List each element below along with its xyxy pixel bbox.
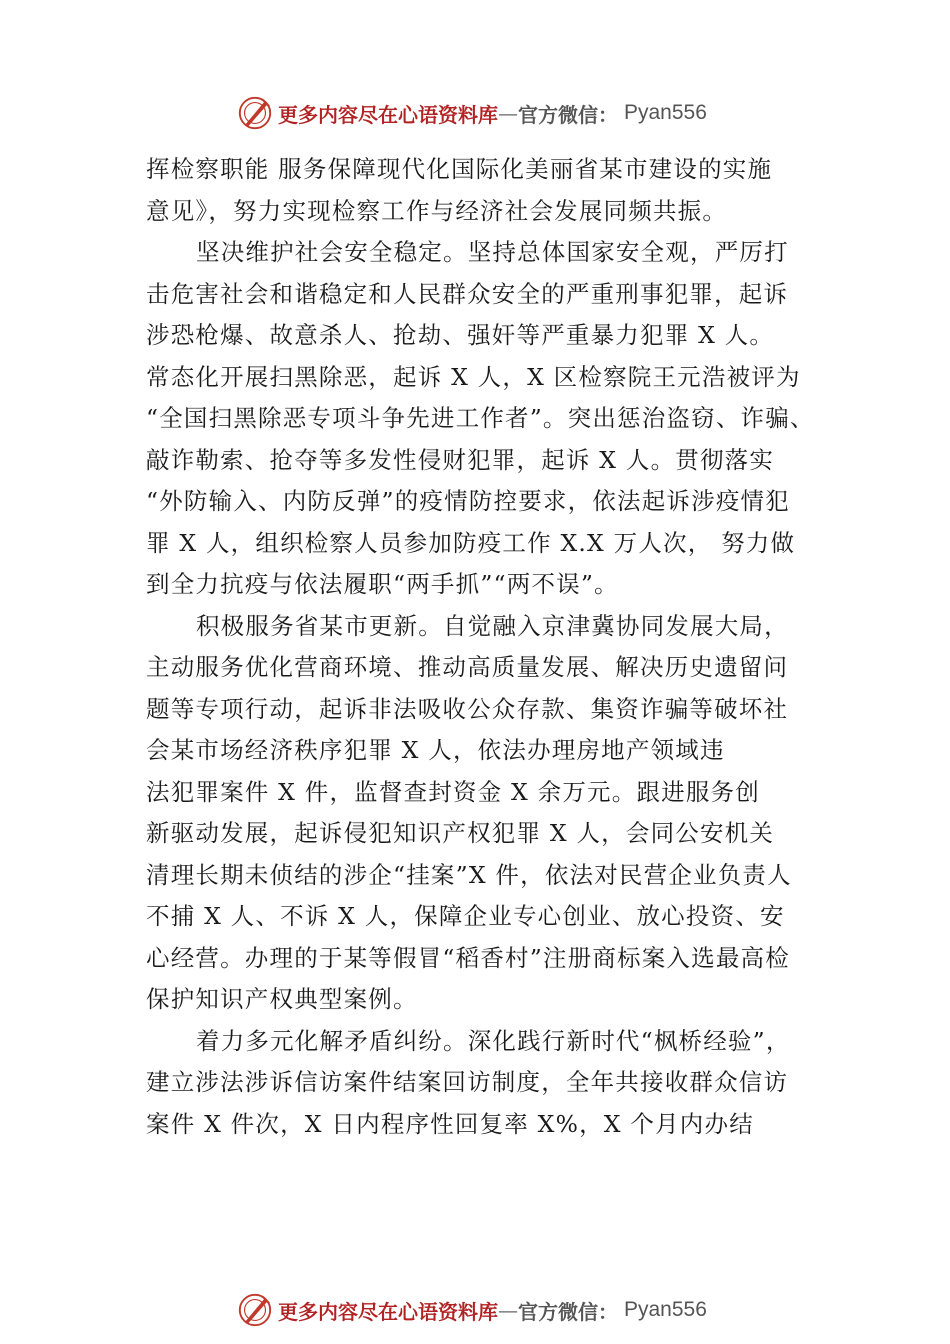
watermark-label: 官方微信： [518, 1299, 618, 1324]
text-line: 心经营。办理的于某等假冒“稻香村”注册商标案入选最高检 [146, 943, 790, 972]
text-line: 建立涉法涉诉信访案件结案回访制度，全年共接收群众信访 [146, 1068, 789, 1096]
watermark-brand: 更多内容尽在心语资料库 [278, 1299, 498, 1324]
text-line: “外防输入、内防反弹”的疫情防控要求，依法起诉涉疫情犯 [146, 487, 790, 515]
text-line: “全国扫黑除恶专项斗争先进工作者”。突出惩治盗窃、诈骗、 [146, 404, 815, 432]
text-line: 新驱动发展，起诉侵犯知识产权犯罪 X 人，会同公安机关 [146, 819, 775, 847]
watermark-id: Pyan556 [624, 1298, 707, 1321]
header-watermark [236, 93, 707, 133]
watermark-dash: — [498, 1298, 518, 1322]
text-line: 清理长期未侦结的涉企“挂案”X 件，依法对民营企业负责人 [146, 860, 792, 889]
text-line: 坚决维护社会安全稳定。坚持总体国家安全观，严厉打 [196, 238, 789, 266]
watermark-brand: 更多内容尽在心语资料库 [278, 102, 498, 127]
text-line: 着力多元化解矛盾纠纷。深化践行新时代“枫桥经验”， [196, 1026, 791, 1055]
watermark-id: Pyan556 [624, 101, 707, 124]
watermark-label: 官方微信： [518, 102, 618, 127]
paragraph [146, 232, 814, 606]
paragraph [146, 149, 814, 232]
text-line: 敲诈勒索、抢夺等多发性侵财犯罪，起诉 X 人。贯彻落实 [146, 445, 775, 474]
text-line: 积极服务省某市更新。自觉融入京津冀协同发展大局， [196, 611, 789, 640]
text-line: 法犯罪案件 X 件，监督查封资金 X 余万元。跟进服务创 [146, 777, 760, 806]
text-line: 涉恐枪爆、故意杀人、抢劫、强奸等严重暴力犯罪 X 人。 [146, 321, 775, 349]
text-line: 保护知识产权典型案例。 [146, 985, 418, 1013]
text-line: 意见》，努力实现检察工作与经济社会发展同频共振。 [146, 196, 728, 225]
paragraph [146, 1021, 814, 1146]
quill-logo-icon [236, 1291, 274, 1329]
footer-watermark [236, 1290, 707, 1330]
quill-logo-icon [236, 94, 274, 132]
text-line: 罪 X 人，组织检察人员参加防疫工作 X.X 万人次， 努力做 [146, 528, 796, 557]
text-line: 挥检察职能 服务保障现代化国际化美丽省某市建设的实施 [146, 155, 773, 183]
text-line: 到全力抗疫与依法履职“两手抓”“两不误”。 [146, 570, 619, 598]
text-line: 常态化开展扫黑除恶，起诉 X 人，X 区检察院王元浩被评为 [146, 362, 801, 391]
document-body [146, 149, 814, 1145]
text-line: 击危害社会和谐稳定和人民群众安全的严重刑事犯罪，起诉 [146, 279, 789, 308]
watermark-dash: — [498, 101, 518, 125]
text-line: 会某市场经济秩序犯罪 X 人，依法办理房地产领域违 [146, 736, 725, 764]
text-line: 案件 X 件次，X 日内程序性回复率 X%，X 个月内办结 [146, 1109, 754, 1138]
text-line: 题等专项行动，起诉非法吸收公众存款、集资诈骗等破坏社 [146, 694, 789, 723]
text-line: 主动服务优化营商环境、推动高质量发展、解决历史遗留问 [146, 653, 789, 681]
paragraph [146, 606, 814, 1021]
text-line: 不捕 X 人、不诉 X 人，保障企业专心创业、放心投资、安 [146, 902, 785, 930]
